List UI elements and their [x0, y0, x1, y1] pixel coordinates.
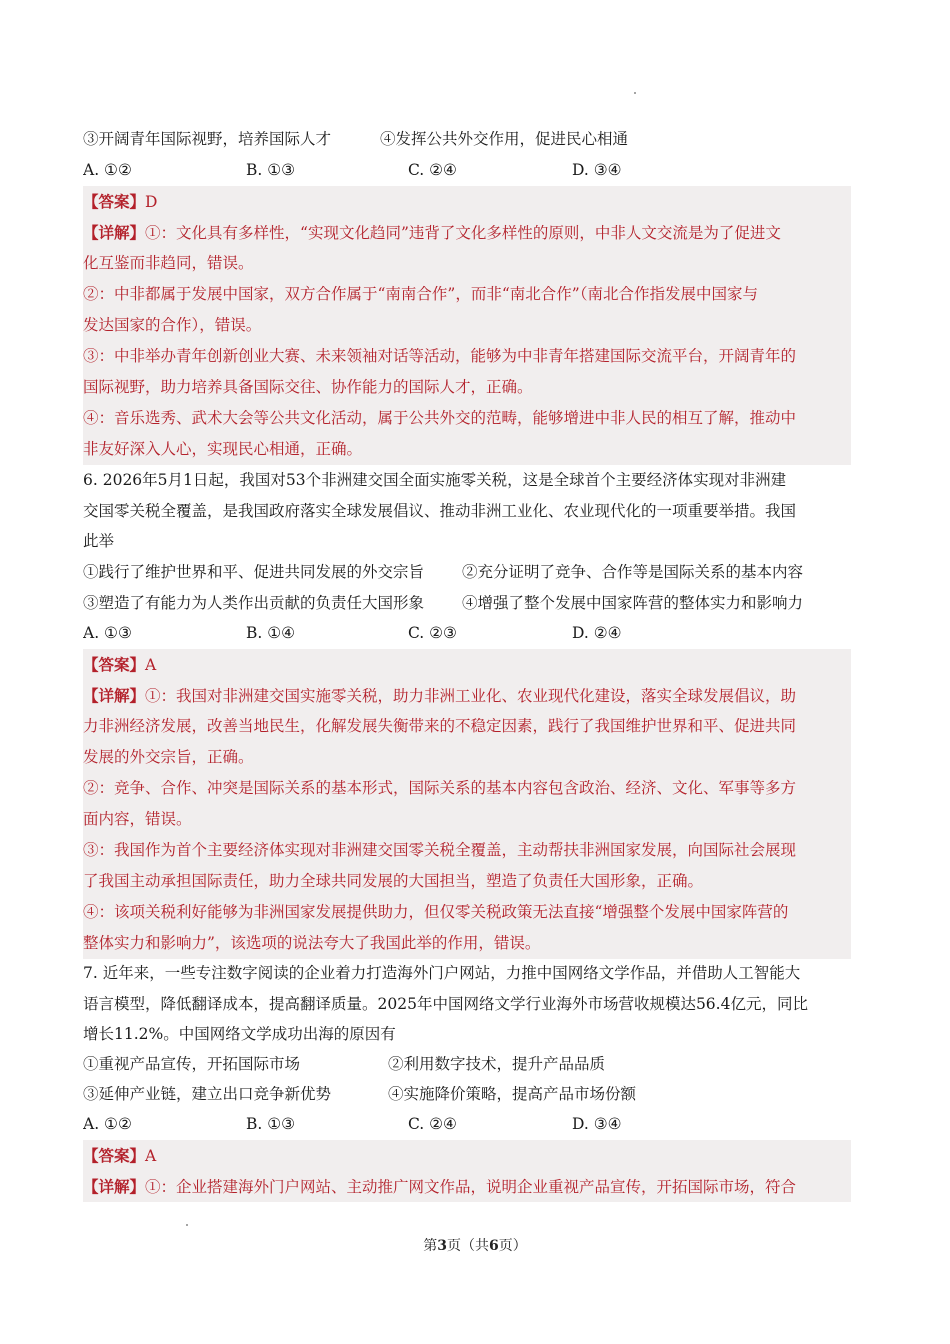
page-number: 3	[437, 1238, 447, 1254]
q5-options-row-2	[83, 124, 851, 155]
q6-choice-a: A. ①③	[83, 624, 132, 642]
q5-detail-line: 国际视野，助力培养具备国际交往、协作能力的国际人才，正确。	[83, 372, 851, 403]
answer-value: A	[145, 1147, 157, 1165]
footer-mid: 页（共	[447, 1238, 489, 1254]
q6-stem-line: 此举	[83, 532, 115, 550]
scan-speck	[634, 92, 636, 94]
answer-value: A	[145, 656, 157, 674]
q5-choice-a: A. ①②	[83, 161, 132, 179]
q7-stem-line: 增长11.2%。中国网络文学成功出海的原因有	[83, 1025, 396, 1043]
footer-suffix: 页）	[498, 1238, 527, 1254]
q5-detail-line: ③：中非举办青年创新创业大赛、未来领袖对话等活动，能够为中非青年搭建国际交流平台，开阔青年的	[83, 341, 851, 372]
q6-choice-b: B. ①④	[246, 624, 296, 642]
q5-detail-line: 非友好深入人心，实现民心相通，正确。	[83, 434, 851, 465]
q6-detail-line: 发展的外交宗旨，正确。	[83, 742, 851, 773]
q6-option-1: ①践行了维护世界和平、促进共同发展的外交宗旨	[83, 563, 425, 581]
detail-text: ①：文化具有多样性，“实现文化趋同”违背了文化多样性的原则，中非人文交流是为了促进文	[145, 224, 781, 242]
q7-choice-d: D. ③④	[572, 1115, 622, 1133]
q6-stem-line: 交国零关税全覆盖，是我国政府落实全球发展倡议、推动非洲工业化、农业现代化的一项重要举措。我国	[83, 502, 797, 520]
q6-stem-line: 6. 2026年5月1日起，我国对53个非洲建交国全面实施零关税，这是全球首个主要经济体实现对非洲建	[83, 471, 787, 489]
q7-stem-line: 语言模型，降低翻译成本，提高翻译质量。2025年中国网络文学行业海外市场营收规模达56.4亿元，同比	[83, 995, 808, 1013]
q7-choice-c: C. ②④	[408, 1115, 457, 1133]
q5-choice-b: B. ①③	[246, 161, 296, 179]
q6-options-row-1	[83, 557, 851, 588]
q6-detail-line: 了我国主动承担国际责任，助力全球共同发展的大国担当，塑造了负责任大国形象，正确。	[83, 866, 851, 897]
q7-stem-line: 7. 近年来，一些专注数字阅读的企业着力打造海外门户网站，力推中国网络文学作品，并借助人工智能大	[83, 964, 801, 982]
answer-tag: 【答案】	[83, 655, 146, 674]
q7-options-row-1	[83, 1049, 851, 1080]
q7-answer	[83, 1140, 851, 1171]
q6-choices	[83, 618, 851, 649]
detail-text: ①：我国对非洲建交国实施零关税，助力非洲工业化、农业现代化建设，落实全球发展倡议，助	[145, 687, 797, 705]
q6-detail-line: ④：该项关税利好能够为非洲国家发展提供助力，但仅零关税政策无法直接“增强整个发展中国家阵营的	[83, 897, 851, 928]
q5-option-4: ④发挥公共外交作用，促进民心相通	[380, 130, 629, 148]
q6-option-2: ②充分证明了竞争、合作等是国际关系的基本内容	[462, 563, 804, 581]
q5-choice-d: D. ③④	[572, 161, 622, 179]
q6-detail-line: ③：我国作为首个主要经济体实现对非洲建交国零关税全覆盖，主动帮扶非洲国家发展，向国际社会展现	[83, 835, 851, 866]
q5-detail-line: 发达国家的合作），错误。	[83, 310, 851, 341]
q6-detail-line: 面内容，错误。	[83, 804, 851, 835]
detail-tag: 【详解】	[83, 223, 146, 242]
page-footer	[0, 1235, 950, 1255]
q5-detail-line: ④：音乐选秀、武术大会等公共文化活动，属于公共外交的范畴，能够增进中非人民的相互了解，推动中	[83, 403, 851, 434]
q6-detail-line: ②：竞争、合作、冲突是国际关系的基本形式，国际关系的基本内容包含政治、经济、文化、军事等多方	[83, 773, 851, 804]
q6-detail-line: 力非洲经济发展，改善当地民生，化解发展失衡带来的不稳定因素，践行了我国维护世界和平、促进共同	[83, 711, 851, 742]
q7-option-2: ②利用数字技术，提升产品品质	[388, 1055, 606, 1073]
q7-choice-b: B. ①③	[246, 1115, 296, 1133]
detail-tag: 【详解】	[83, 686, 146, 705]
q5-choices	[83, 155, 851, 186]
q7-option-3: ③延伸产业链，建立出口竞争新优势	[83, 1085, 332, 1103]
q5-detail-line: 化互鉴而非趋同，错误。	[83, 248, 851, 279]
answer-tag: 【答案】	[83, 1146, 146, 1165]
detail-tag: 【详解】	[83, 1177, 146, 1196]
total-pages: 6	[489, 1238, 499, 1254]
q6-choice-d: D. ②④	[572, 624, 622, 642]
q7-option-4: ④实施降价策略，提高产品市场份额	[388, 1085, 637, 1103]
q7-detail-line	[83, 1171, 851, 1202]
q6-detail-line: 整体实力和影响力”，该选项的说法夸大了我国此举的作用，错误。	[83, 928, 851, 959]
q6-options-row-2	[83, 588, 851, 619]
q5-option-3: ③开阔青年国际视野，培养国际人才	[83, 130, 332, 148]
q6-detail-line	[83, 680, 851, 711]
q5-detail-line	[83, 217, 851, 248]
q7-option-1: ①重视产品宣传，开拓国际市场	[83, 1055, 301, 1073]
detail-text: ①：企业搭建海外门户网站、主动推广网文作品，说明企业重视产品宣传，开拓国际市场，符合	[145, 1178, 797, 1196]
q6-option-3: ③塑造了有能力为人类作出贡献的负责任大国形象	[83, 594, 425, 612]
q5-detail-line: ②：中非都属于发展中国家，双方合作属于“南南合作”，而非“南北合作”（南北合作指发展中国家与	[83, 279, 851, 310]
answer-value: D	[145, 193, 158, 211]
footer-prefix: 第	[423, 1238, 438, 1254]
answer-tag: 【答案】	[83, 192, 146, 211]
scan-speck	[186, 1224, 188, 1226]
q7-options-row-2	[83, 1079, 851, 1110]
q7-choices	[83, 1109, 851, 1140]
q7-choice-a: A. ①②	[83, 1115, 132, 1133]
q5-answer	[83, 186, 851, 217]
q6-option-4: ④增强了整个发展中国家阵营的整体实力和影响力	[462, 594, 804, 612]
q5-choice-c: C. ②④	[408, 161, 457, 179]
q6-answer	[83, 649, 851, 680]
q6-choice-c: C. ②③	[408, 624, 457, 642]
